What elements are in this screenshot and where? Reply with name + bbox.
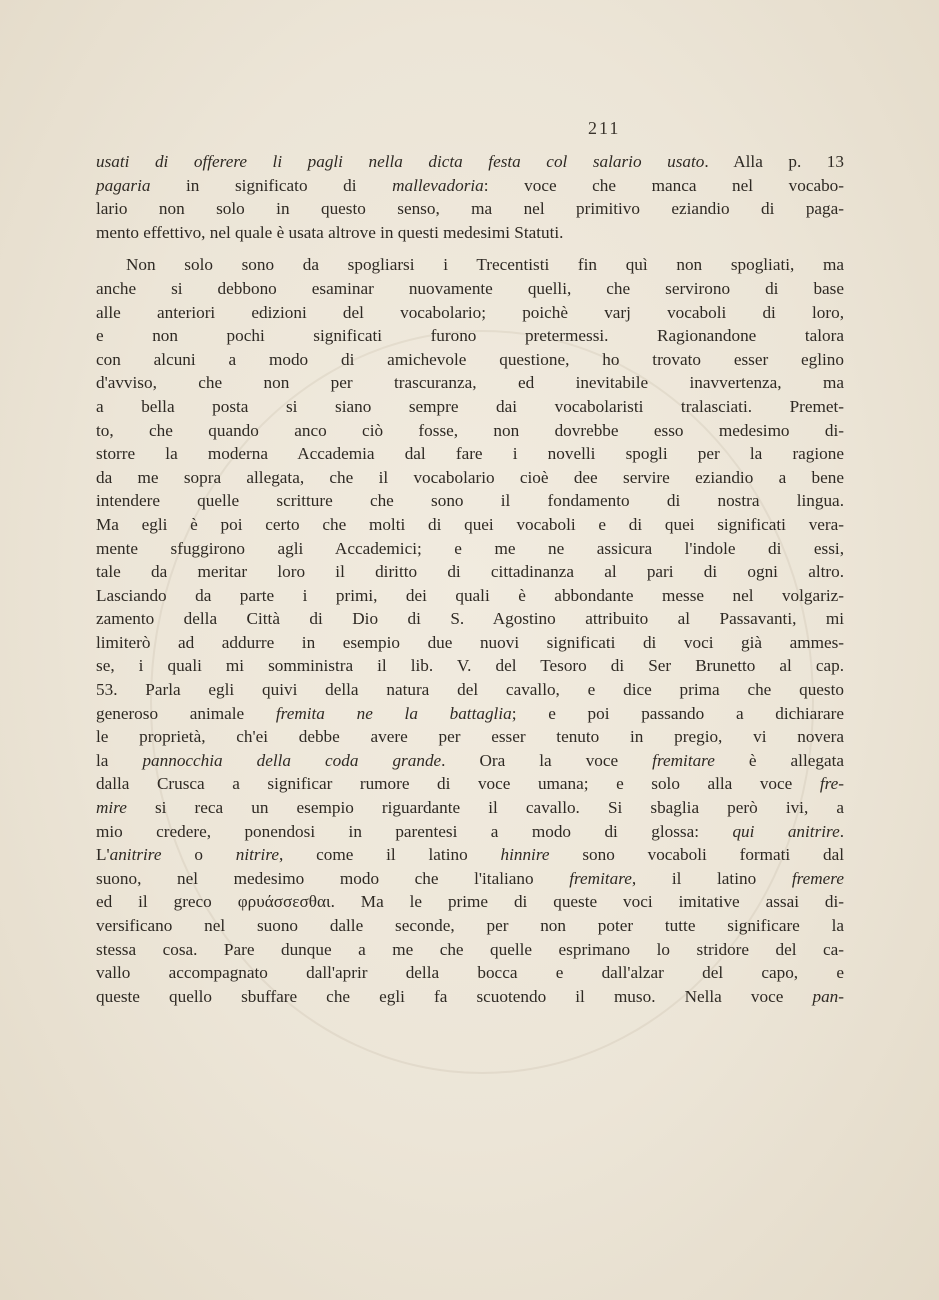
text-segment: mio credere, ponendosi in parentesi a modo di glossa: [96,821,733,841]
text-line [96,277,844,301]
page-number: 211 [588,118,621,138]
text-segment: a bella posta si siano sempre dai vocabolaristi tralasciati. Premet- [96,396,844,416]
text-line [96,371,844,395]
italic-text: hinnire [500,845,550,865]
text-segment: anche si debbono esaminar nuovamente quelli, che servirono di base [96,278,844,298]
text-line [96,419,844,443]
text-line [96,513,844,537]
text-segment: mente sfuggirono agli Accademici; e me ne assicura l'indole di essi, [96,538,844,558]
italic-text: fremita ne la battaglia [275,703,512,723]
text-line [96,395,844,419]
text-segment: . [839,821,845,841]
text-segment: storre la moderna Accademia dal fare i novelli spogli per la ragione [96,444,844,464]
text-segment: si reca un esempio riguardante il cavallo. Si sbaglia però ivi, a [126,798,844,818]
text-segment: alle anteriori edizioni del vocabolario; poichè varj vocaboli di loro, [96,302,844,322]
text-line [96,843,844,867]
text-line [96,914,844,938]
text-segment: tale da meritar loro il diritto di cittadinanza al pari di ogni altro. [96,562,844,582]
italic-text: fremitare [652,750,715,770]
text-segment: è allegata [714,750,844,770]
text-line [96,938,844,962]
text-segment: zamento della Città di Dio di S. Agostino attribuito al Passavanti, mi [96,609,844,629]
text-line [96,607,844,631]
text-line [96,796,844,820]
text-segment: , come il latino [279,845,501,865]
text-segment: to, che quando anco ciò fosse, non dovrebbe esso medesimo di- [96,420,844,440]
text-segment: o [161,845,236,865]
text-line [96,324,844,348]
paragraph-gap [96,244,844,253]
text-line [96,702,844,726]
text-line [96,890,844,914]
text-segment: Lasciando da parte i primi, dei quali è abbondante messe nel volgariz- [96,585,844,605]
italic-text: qui anitrire [732,821,840,841]
text-segment: se, i quali mi somministra il lib. V. del Tesoro di Ser Brunetto al cap. [96,656,844,676]
text-segment: d'avviso, che non per trascuranza, ed inevitabile inavvertenza, ma [96,373,844,393]
text-line [96,301,844,325]
text-segment: stessa cosa. Pare dunque a me che quelle esprimano lo stridore del ca- [96,939,844,959]
paragraph [96,253,844,1008]
text-line [96,560,844,584]
italic-text: mire [96,798,127,818]
text-line [96,442,844,466]
text-line [96,820,844,844]
text-segment: lario non solo in questo senso, ma nel primitivo eziandio di paga- [96,199,844,219]
text-segment: e non pochi significati furono pretermessi. Ragionandone talora [96,326,844,346]
body-text [96,150,844,1008]
italic-text: pagaria [96,175,151,195]
italic-text: usati di offerere li pagli nella dicta festa col salario usato [96,152,705,171]
text-segment: la [96,750,143,770]
text-segment: mento effettivo, nel quale è usata altrove in questi medesimi Statuti. [96,222,564,242]
text-segment: in significato di [150,175,393,195]
text-line [96,678,844,702]
text-segment: L' [96,845,110,865]
text-segment: le proprietà, ch'ei debbe avere per esser tenuto in pregio, vi novera [96,727,844,747]
italic-text: fremere [791,868,844,888]
text-line [96,489,844,513]
italic-text: pan- [812,986,844,1006]
italic-text: anitrire [109,845,162,865]
text-line [96,466,844,490]
text-segment: Ma egli è poi certo che molti di quei vocaboli e di quei significati vera- [96,514,844,534]
text-segment: dalla Crusca a significar rumore di voce umana; e solo alla voce [96,774,820,794]
text-segment: sono vocaboli formati dal [549,845,844,865]
text-line [96,961,844,985]
text-line [96,725,844,749]
text-segment: , il latino [631,868,792,888]
text-line [96,867,844,891]
text-segment: ; e poi passando a dichiarare [511,703,844,723]
italic-text: nitrire [235,845,280,865]
text-segment: versificano nel suono dalle seconde, per non poter tutte significare la [96,916,844,935]
text-segment: vallo accompagnato dall'aprir della bocca e dall'alzar del capo, e [96,963,844,983]
text-segment: da me sopra allegata, che il vocabolario cioè dee servire eziandio a bene [96,467,844,487]
text-line [96,584,844,608]
italic-text: fre- [819,774,844,794]
text-segment: : voce che manca nel vocabo- [483,175,844,195]
text-segment: Non solo sono da spogliarsi i Trecentisti fin quì non spogliati, ma [126,255,844,275]
text-line [96,631,844,655]
text-line [96,537,844,561]
text-segment: . Ora la voce [441,750,653,770]
text-segment: queste quello sbuffare che egli fa scuotendo il muso. Nella voce [96,986,813,1006]
text-line [96,221,844,245]
text-segment: con alcuni a modo di amichevole questione, ho trovato esser eglino [96,349,844,369]
text-segment: ed il greco φρυάσσεσθαι. Ma le prime di queste voci imitative assai di- [96,892,844,912]
italic-text: fremitare [569,868,632,888]
text-segment: limiterò ad addurre in esempio due nuovi significati di voci già ammes- [96,632,844,652]
text-line [96,749,844,773]
text-segment: 53. Parla egli quivi della natura del cavallo, e dice prima che questo [96,680,844,700]
italic-text: pannocchia della coda grande [142,750,442,770]
text-segment: generoso animale [96,703,276,723]
italic-text: mallevadoria [392,175,484,195]
text-line [96,150,844,174]
text-line [96,654,844,678]
text-segment: . Alla p. 13 [704,152,844,171]
text-segment: suono, nel medesimo modo che l'italiano [96,868,570,888]
paragraph [96,150,844,244]
text-segment: intendere quelle scritture che sono il fondamento di nostra lingua. [96,491,844,511]
text-line [96,348,844,372]
text-line [96,197,844,221]
text-line [96,985,844,1009]
text-line [96,772,844,796]
text-line [96,174,844,198]
text-line [96,253,844,277]
